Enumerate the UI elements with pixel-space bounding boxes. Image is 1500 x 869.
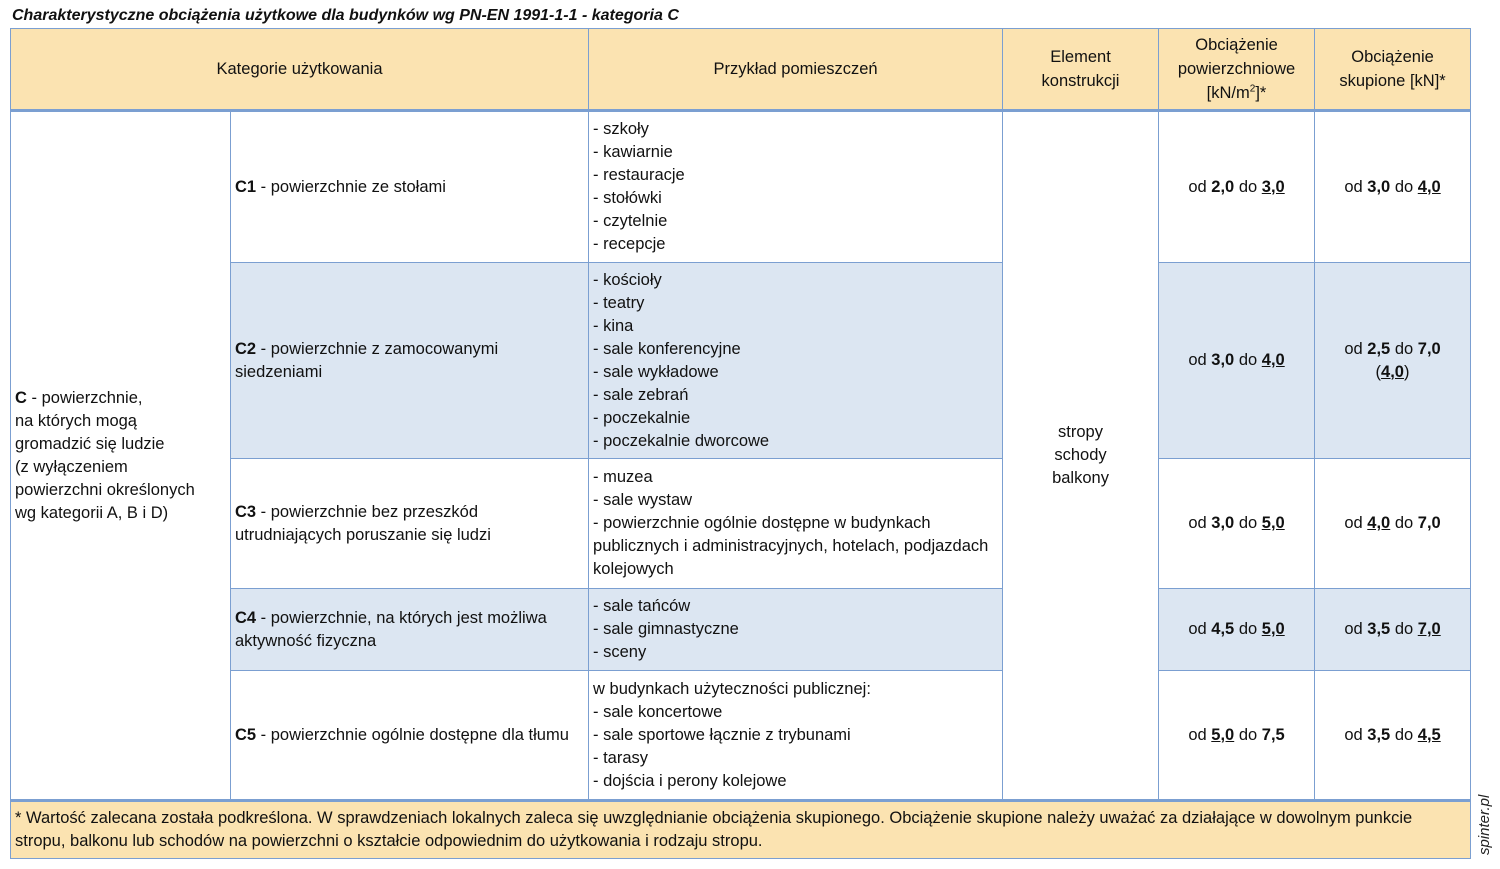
header-area-line2: powierzchniowe <box>1177 60 1296 78</box>
examples-c1: - szkoły - kawiarnie - restauracje - stołówki - czytelnie - recepcje <box>589 111 1003 263</box>
watermark: spinter.pl <box>1476 794 1493 855</box>
examples-c3: - muzea - sale wystaw - powierzchnie ogólnie dostępne w budynkach publicznych i administracyjnych, hotelach, podjazdach kolejowych <box>589 459 1003 589</box>
category-main-text: C - powierzchnie, <box>15 388 143 407</box>
category-main: C - powierzchnie, na których mogą gromadzić się ludzie (z wyłączeniem powierzchni określonych wg kategorii A, B i D) <box>11 111 231 801</box>
header-element <box>1003 29 1159 111</box>
header-area-unit: $[kN/m^2]*$ <box>1206 83 1267 102</box>
header-point-load <box>1315 29 1471 111</box>
header-point-line2: skupione [kN]* <box>1339 72 1446 90</box>
footnote-row <box>11 801 1471 859</box>
examples-c4: - sale tańców - sale gimnastyczne - sceny <box>589 589 1003 671</box>
element-cell: stropy schody balkony <box>1003 111 1159 801</box>
subcategory-c3: C3 - powierzchnie bez przeszkód utrudniających poruszanie się ludzi <box>231 459 589 589</box>
header-element-line2: konstrukcji <box>1041 72 1120 90</box>
area-load-c5: od 5,0 do 7,5 <box>1159 671 1315 801</box>
table-row <box>11 111 1471 263</box>
examples-c5: w budynkach użyteczności publicznej: - sale koncertowe - sale sportowe łącznie z trybunami - tarasy - dojścia i perony kolejowe <box>589 671 1003 801</box>
point-load-c1: od 3,0 do 4,0 <box>1315 111 1471 263</box>
point-load-c2: od 2,5 do 7,0 (4,0) <box>1315 263 1471 459</box>
subcategory-c5: C5 - powierzchnie ogólnie dostępne dla tłumu <box>231 671 589 801</box>
area-load-c1: od 2,0 do 3,0 <box>1159 111 1315 263</box>
header-category: Kategorie użytkowania <box>11 29 589 111</box>
point-load-c3: od 4,0 do 7,0 <box>1315 459 1471 589</box>
header-row <box>11 29 1471 111</box>
subcategory-c2: C2 - powierzchnie z zamocowanymi siedzeniami <box>231 263 589 459</box>
area-load-c4: od 4,5 do 5,0 <box>1159 589 1315 671</box>
area-load-c2: od 3,0 do 4,0 <box>1159 263 1315 459</box>
load-table <box>10 28 1471 859</box>
subcategory-c1: C1 - powierzchnie ze stołami <box>231 111 589 263</box>
header-element-line1: Element <box>1050 48 1111 66</box>
point-load-c4: od 3,5 do 7,0 <box>1315 589 1471 671</box>
footnote: * Wartość zalecana została podkreślona. W sprawdzeniach lokalnych zaleca się uwzględnianie obciążenia skupionego. Obciążenie skupione należy uważać za działające w dowolnym punkcie stropu, balkonu lub schodów na powierzchni o kształcie odpowiednim do użytkowania i rodzaju stropu. <box>11 801 1471 859</box>
header-examples: Przykład pomieszczeń <box>589 29 1003 111</box>
area-load-c3: od 3,0 do 5,0 <box>1159 459 1315 589</box>
examples-c2: - kościoły - teatry - kina - sale konferencyjne - sale wykładowe - sale zebrań - poczekalnie - poczekalnie dworcowe <box>589 263 1003 459</box>
header-area-load <box>1159 29 1315 111</box>
header-area-line1: Obciążenie <box>1195 36 1278 54</box>
point-load-c5: od 3,5 do 4,5 <box>1315 671 1471 801</box>
header-point-line1: Obciążenie <box>1351 48 1434 66</box>
page-title: Charakterystyczne obciążenia użytkowe dla budynków wg PN-EN 1991-1-1 - kategoria C <box>12 7 679 24</box>
subcategory-c4: C4 - powierzchnie, na których jest możliwa aktywność fizyczna <box>231 589 589 671</box>
